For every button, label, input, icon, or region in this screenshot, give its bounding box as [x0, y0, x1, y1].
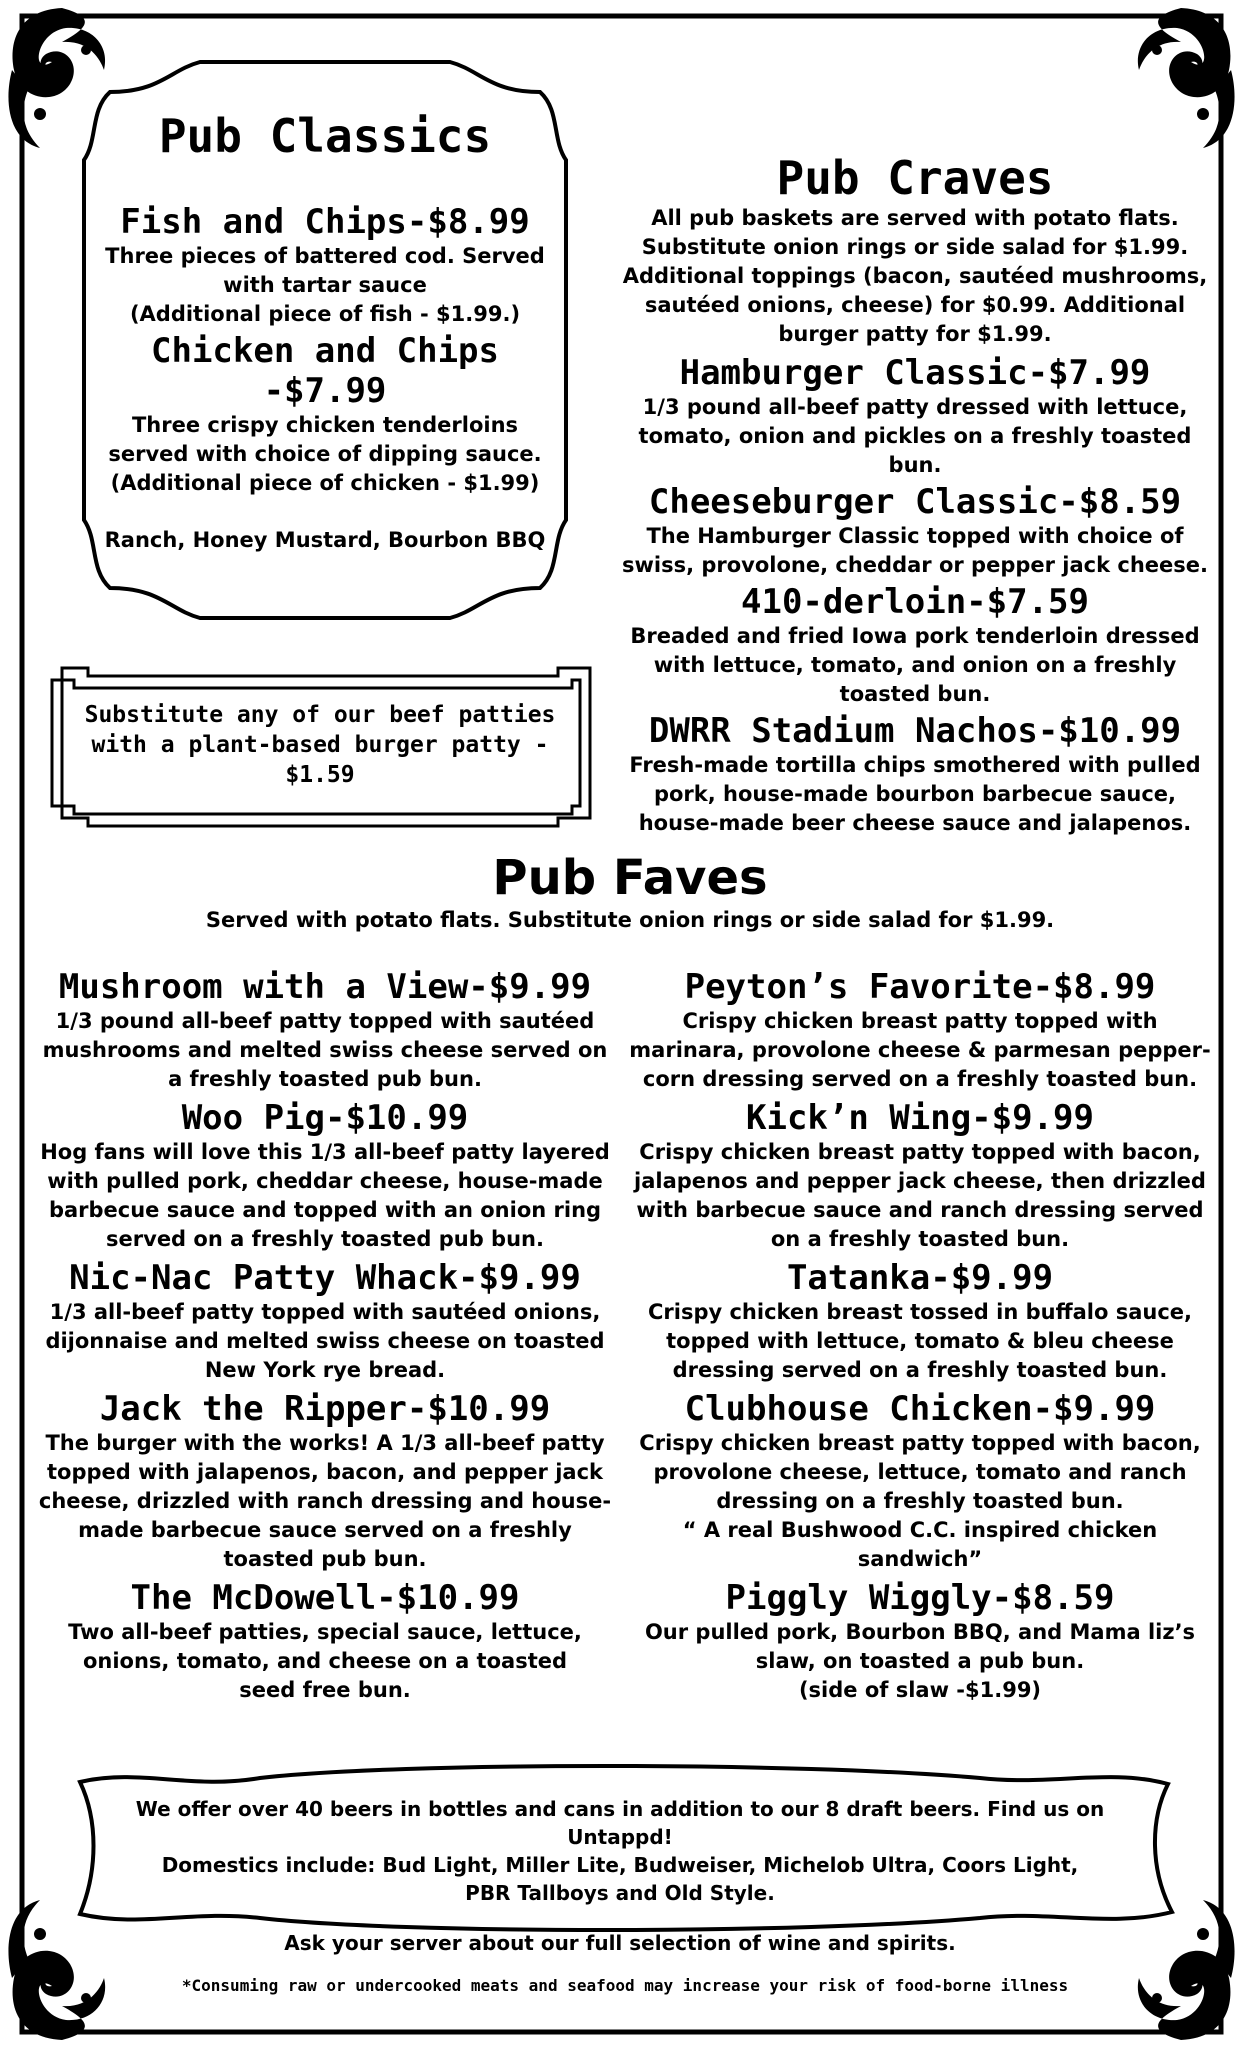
menu-item-desc-line: The burger with the works! A 1/3 all-beef patty — [45, 1431, 605, 1455]
plant-note-line: Substitute any of our beef patties — [84, 702, 556, 728]
menu-item-cheeseburger-classic — [610, 482, 1220, 580]
menu-item-title: DWRR Stadium Nachos-$10.99 — [648, 711, 1182, 751]
menu-item-title: Hamburger Classic-$7.99 — [679, 353, 1151, 393]
menu-item-mushroom-with-a-view — [30, 967, 620, 1094]
corner-flourish-top-right-icon — [1138, 8, 1235, 148]
menu-item-clubhouse-chicken — [620, 1389, 1220, 1574]
beer-note — [90, 1795, 1150, 1957]
menu-item-desc-line: sandwich” — [857, 1547, 983, 1571]
menu-item-desc-line: corn dressing served on a freshly toasted bun. — [642, 1067, 1198, 1091]
menu-item-desc-line: “ A real Bushwood C.C. inspired chicken — [682, 1518, 1158, 1542]
menu-item-desc-line: made barbecue sauce served on a freshly — [78, 1518, 572, 1542]
menu-item-desc-line: swiss, provolone, cheddar or pepper jack cheese. — [621, 553, 1208, 577]
menu-item-desc-line: served with choice of dipping sauce. — [108, 442, 542, 466]
menu-item-desc-line: with barbecue sauce and ranch dressing served — [636, 1198, 1204, 1222]
beer-note-line: PBR Tallboys and Old Style. — [465, 1881, 775, 1905]
menu-item-desc-line: cheese, drizzled with ranch dressing and house- — [38, 1489, 612, 1513]
beer-note-line: Domestics include: Bud Light, Miller Lite, Budweiser, Michelob Ultra, Coors Light, — [161, 1853, 1079, 1877]
menu-item-desc-line: Two all-beef patties, special sauce, lettuce, — [68, 1620, 582, 1644]
menu-item-the-mcdowell — [30, 1578, 620, 1705]
menu-item-desc-line: Crispy chicken breast patty topped with bacon, — [639, 1140, 1201, 1164]
intro-line: sautéed onions, cheese) for $0.99. Additional — [644, 293, 1186, 317]
menu-item-peytons-favorite — [620, 967, 1220, 1094]
pub-craves-title: Pub Craves — [776, 151, 1054, 205]
menu-item-desc-line: seed free bun. — [239, 1678, 411, 1702]
intro-line: All pub baskets are served with potato flats. — [651, 206, 1179, 230]
menu-item-desc-line: topped with jalapenos, bacon, and pepper jack — [46, 1460, 603, 1484]
menu-item-hamburger-classic — [610, 353, 1220, 480]
corner-flourish-bottom-right-icon — [1138, 1900, 1235, 2040]
pub-craves-intro — [610, 204, 1220, 349]
menu-item-title: Fish and Chips-$8.99 — [120, 202, 530, 242]
menu-item-title: Nic-Nac Patty Whack-$9.99 — [69, 1258, 581, 1298]
menu-item-title: Chicken and Chips — [151, 331, 499, 371]
pub-faves-header — [200, 850, 1060, 935]
menu-item-desc-line: Our pulled pork, Bourbon BBQ, and Mama liz’s — [644, 1620, 1196, 1644]
menu-item-desc-line: with pulled pork, cheddar cheese, house-made — [47, 1169, 603, 1193]
menu-item-desc-line: served on a freshly toasted pub bun. — [106, 1227, 544, 1251]
menu-item-chicken-and-chips — [70, 331, 580, 498]
wine-spirits-note: Ask your server about our full selection of wine and spirits. — [284, 1931, 956, 1955]
menu-item-desc-line: 1/3 pound all-beef patty topped with sautéed — [55, 1009, 595, 1033]
menu-item-desc-line: 1/3 all-beef patty topped with sautéed onions, — [49, 1300, 601, 1324]
menu-item-desc-line: provolone cheese, lettuce, tomato and ranch — [653, 1460, 1187, 1484]
menu-item-desc-line: Crispy chicken breast patty topped with bacon, — [639, 1431, 1201, 1455]
menu-item-desc-line: (side of slaw -$1.99) — [798, 1678, 1042, 1702]
menu-item-desc-line: (Additional piece of fish - $1.99.) — [129, 302, 521, 326]
pub-faves-subtitle: Served with potato flats. Substitute onion rings or side salad for $1.99. — [205, 908, 1055, 932]
menu-item-desc-line: dressing served on a freshly toasted bun. — [672, 1358, 1168, 1382]
plant-note-line: with a plant-based burger patty - — [91, 732, 549, 758]
pub-classics-section — [70, 110, 580, 555]
menu-item-tatanka — [620, 1258, 1220, 1385]
menu-item-jack-the-ripper — [30, 1389, 620, 1574]
menu-item-desc-line: jalapenos and pepper jack cheese, then drizzled — [634, 1169, 1206, 1193]
menu-item-desc-line: dijonnaise and melted swiss cheese on toasted — [45, 1329, 605, 1353]
menu-item-desc-line: with tartar sauce — [223, 273, 427, 297]
beer-note-line: We offer over 40 beers in bottles and cans in addition to our 8 draft beers. Find us on Untappd! — [135, 1797, 1105, 1849]
menu-item-nic-nac-patty-whack — [30, 1258, 620, 1385]
menu-item-desc-line: Three pieces of battered cod. Served — [105, 244, 545, 268]
menu-item-title: Woo Pig-$10.99 — [181, 1098, 469, 1138]
pub-faves-right-column — [620, 967, 1220, 1709]
menu-item-dwrr-stadium-nachos — [610, 711, 1220, 838]
menu-item-desc-line: Crispy chicken breast patty topped with — [682, 1009, 1158, 1033]
menu-item-desc-line: Breaded and fried Iowa pork tenderloin dressed — [630, 624, 1200, 648]
menu-item-desc-line: topped with lettuce, tomato & bleu cheese — [666, 1329, 1174, 1353]
menu-item-desc-line: Three crispy chicken tenderloins — [131, 413, 519, 437]
menu-item-woo-pig — [30, 1098, 620, 1254]
intro-line: Additional toppings (bacon, sautéed mushrooms, — [622, 264, 1208, 288]
menu-item-desc-line: (Additional piece of chicken - $1.99) — [110, 471, 540, 495]
menu-item-title: Clubhouse Chicken-$9.99 — [684, 1389, 1156, 1429]
menu-item-desc-line: Crispy chicken breast tossed in buffalo sauce, — [647, 1300, 1192, 1324]
intro-line: burger patty for $1.99. — [778, 322, 1052, 346]
pub-craves-section — [610, 152, 1220, 840]
menu-item-title: Kick’n Wing-$9.99 — [746, 1098, 1094, 1138]
menu-item-title-price: -$7.99 — [263, 371, 387, 411]
menu-item-title: Piggly Wiggly-$8.59 — [725, 1578, 1115, 1618]
menu-item-title: Peyton’s Favorite-$8.99 — [684, 967, 1156, 1007]
plant-note-line: $1.59 — [285, 762, 355, 788]
menu-item-desc-line: barbecue sauce and topped with an onion ring — [48, 1198, 602, 1222]
menu-item-title: Tatanka-$9.99 — [786, 1258, 1054, 1298]
menu-item-title: Jack the Ripper-$10.99 — [99, 1389, 551, 1429]
menu-item-desc-line: 1/3 pound all-beef patty dressed with lettuce, — [642, 395, 1188, 419]
menu-item-desc-line: dressing on a freshly toasted bun. — [716, 1489, 1124, 1513]
menu-item-desc-line: The Hamburger Classic topped with choice of — [646, 524, 1184, 548]
menu-item-desc-line: pork, house-made bourbon barbecue sauce, — [653, 782, 1177, 806]
menu-item-desc-line: bun. — [888, 453, 942, 477]
menu-item-desc-line: a freshly toasted pub bun. — [168, 1067, 482, 1091]
menu-item-title: 410-derloin-$7.59 — [741, 582, 1089, 622]
menu-item-desc-line: with lettuce, tomato, and onion on a freshly — [653, 653, 1177, 677]
menu-item-desc-line: onions, tomato, and cheese on a toasted — [82, 1649, 568, 1673]
menu-item-title: Cheeseburger Classic-$8.59 — [648, 482, 1182, 522]
menu-item-desc-line: toasted pub bun. — [223, 1547, 427, 1571]
menu-item-desc-line: house-made beer cheese sauce and jalapenos. — [638, 811, 1192, 835]
menu-item-410-derloin — [610, 582, 1220, 709]
menu-item-desc-line: on a freshly toasted bun. — [770, 1227, 1070, 1251]
intro-line: Substitute onion rings or side salad for $1.99. — [641, 235, 1189, 259]
plant-based-note — [60, 700, 580, 790]
menu-item-piggly-wiggly — [620, 1578, 1220, 1705]
menu-item-desc-line: marinara, provolone cheese & parmesan pepper- — [629, 1038, 1211, 1062]
menu-item-desc-line: New York rye bread. — [204, 1358, 446, 1382]
menu-item-desc-line: toasted bun. — [839, 682, 991, 706]
menu-item-desc-line: slaw, on toasted a pub bun. — [755, 1649, 1085, 1673]
menu-item-kickn-wing — [620, 1098, 1220, 1254]
menu-item-fish-and-chips — [70, 202, 580, 329]
food-safety-disclaimer: *Consuming raw or undercooked meats and seafood may increase your risk of food-borne illness — [181, 1976, 1069, 1995]
pub-faves-title: Pub Faves — [492, 850, 768, 906]
menu-item-desc-line: tomato, onion and pickles on a freshly toasted — [638, 424, 1192, 448]
menu-item-desc-line: Hog fans will love this 1/3 all-beef patty layered — [40, 1140, 610, 1164]
menu-item-desc-line: Fresh-made tortilla chips smothered with pulled — [629, 753, 1201, 777]
dipping-sauces: Ranch, Honey Mustard, Bourbon BBQ — [104, 528, 546, 552]
pub-classics-title: Pub Classics — [158, 109, 492, 163]
menu-item-title: The McDowell-$10.99 — [130, 1578, 520, 1618]
menu-item-title: Mushroom with a View-$9.99 — [58, 967, 592, 1007]
pub-faves-left-column — [30, 967, 620, 1709]
menu-item-desc-line: mushrooms and melted swiss cheese served on — [42, 1038, 608, 1062]
